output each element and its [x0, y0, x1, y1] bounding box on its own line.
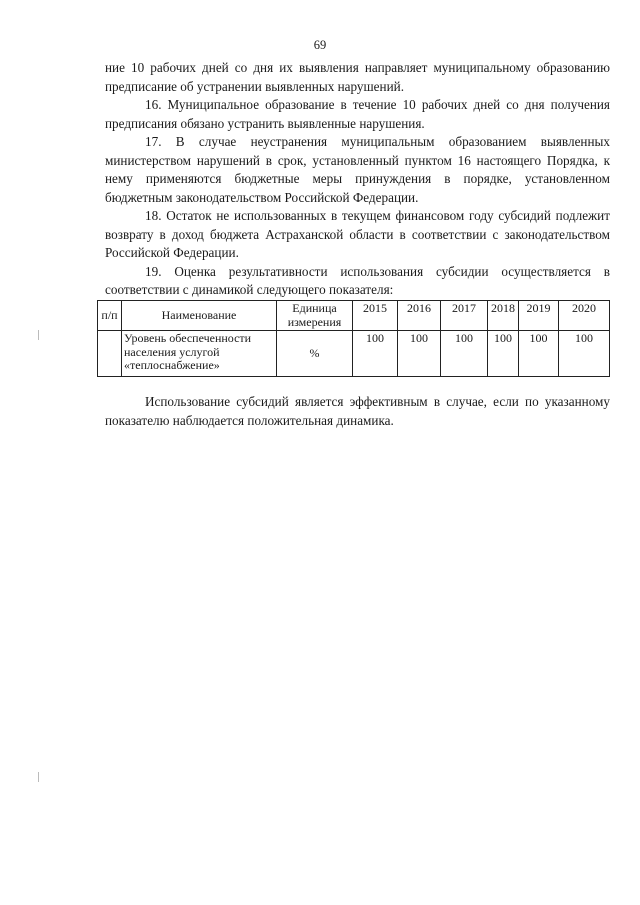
scan-mark	[38, 330, 39, 340]
conclusion-paragraph: Использование субсидий является эффективным в случае, если по указанному показателю наблюдается положительная динамика.	[105, 394, 610, 428]
cell-2016: 100	[398, 331, 441, 377]
cell-num	[98, 331, 122, 377]
table-row	[98, 331, 610, 377]
paragraph-15-end: ние 10 рабочих дней со дня их выявления направляет муниципальному образованию предписание об устранении выявленных нарушений.	[105, 60, 610, 94]
paragraph-18: 18. Остаток не использованных в текущем финансовом году субсидий подлежит возврату в доход бюджета Астраханской области в соответствии с законодательством Российской Федерации.	[105, 208, 610, 260]
header-name: Наименование	[122, 301, 277, 331]
header-2018: 2018	[488, 301, 519, 331]
header-2019: 2019	[519, 301, 559, 331]
table-header-row	[98, 301, 610, 331]
body-text	[105, 59, 610, 300]
paragraph-17: 17. В случае неустранения муниципальным образованием выявленных министерством нарушений в срок, установленный пунктом 16 настоящего Порядка, к нему применяются бюджетные меры принуждения в порядке, установленном бюджетным законодательством Российской Федерации.	[105, 134, 610, 205]
header-2020: 2020	[559, 301, 610, 331]
cell-2020: 100	[559, 331, 610, 377]
cell-2018: 100	[488, 331, 519, 377]
cell-unit: %	[277, 331, 353, 377]
conclusion-block	[105, 393, 610, 430]
header-2015: 2015	[353, 301, 398, 331]
cell-2015: 100	[353, 331, 398, 377]
indicator-table	[97, 300, 610, 377]
cell-2017: 100	[441, 331, 488, 377]
header-num: п/п	[98, 301, 122, 331]
page-number: 69	[313, 38, 327, 52]
cell-name: Уровень обеспеченности населения услугой «теплоснабжение»	[122, 331, 277, 377]
paragraph-16: 16. Муниципальное образование в течение 10 рабочих дней со дня получения предписания обязано устранить выявленные нарушения.	[105, 97, 610, 131]
header-2016: 2016	[398, 301, 441, 331]
cell-2019: 100	[519, 331, 559, 377]
header-unit: Единица измерения	[277, 301, 353, 331]
header-2017: 2017	[441, 301, 488, 331]
scan-mark	[38, 772, 39, 782]
paragraph-19: 19. Оценка результативности использования субсидии осуществляется в соответствии с динамикой следующего показателя:	[105, 263, 610, 297]
